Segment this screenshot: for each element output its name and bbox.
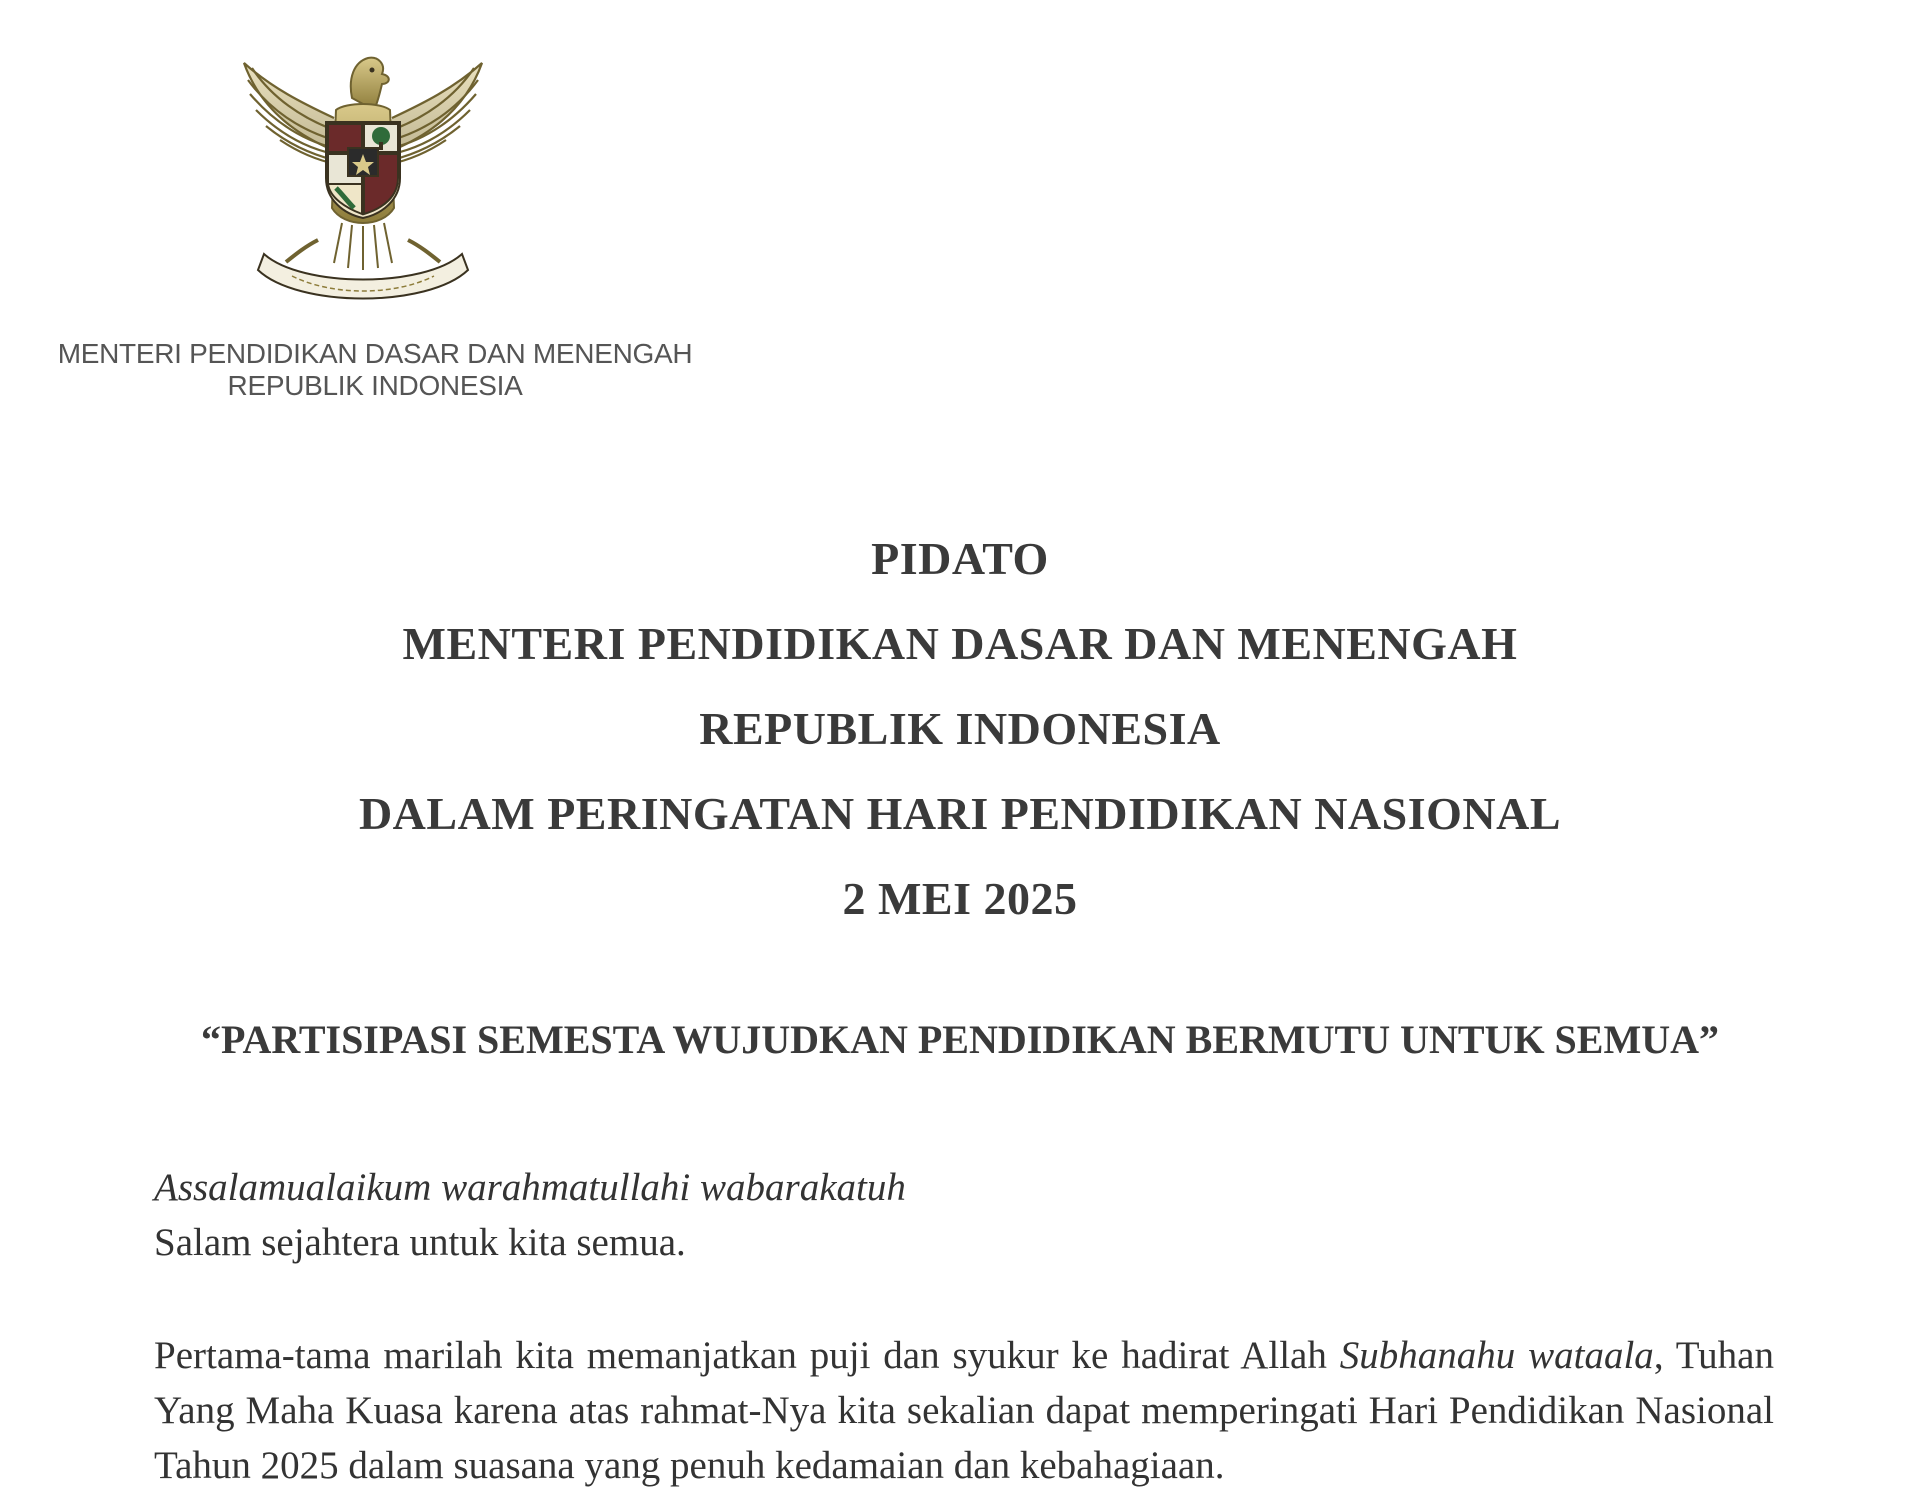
- letterhead-organization: [20, 338, 730, 402]
- opening-paragraph: [154, 1328, 1774, 1493]
- paragraph-text-start: Pertama-tama marilah kita memanjatkan puji dan syukur ke hadirat Allah: [154, 1334, 1340, 1377]
- letterhead-org-line-1: MENTERI PENDIDIKAN DASAR DAN MENENGAH: [57, 338, 693, 369]
- speech-theme: “PARTISIPASI SEMESTA WUJUDKAN PENDIDIKAN BERMUTU UNTUK SEMUA”: [200, 1017, 1720, 1062]
- title-line-occasion: DALAM PERINGATAN HARI PENDIDIKAN NASIONAL: [358, 788, 1562, 839]
- letterhead-org-line-2: REPUBLIK INDONESIA: [227, 370, 523, 401]
- title-line-date: 2 MEI 2025: [842, 873, 1078, 924]
- speech-title: [0, 516, 1920, 941]
- greeting-islamic: Assalamualaikum warahmatullahi wabarakatuh: [154, 1166, 906, 1209]
- title-line-pidato: PIDATO: [871, 533, 1049, 584]
- greeting-general: Salam sejahtera untuk kita semua.: [154, 1221, 686, 1264]
- paragraph-text-end: , Tuhan Yang Maha Kuasa karena atas rahmat-Nya kita sekalian dapat memperingati Hari Pendidikan Nasional Tahun 2025 dalam suasana yang penuh kedamaian dan kebahagiaan.: [154, 1334, 1774, 1487]
- garuda-emblem: [222, 18, 504, 318]
- greeting: [154, 1160, 1774, 1270]
- garuda-icon: [222, 18, 504, 318]
- title-line-country: REPUBLIK INDONESIA: [699, 703, 1221, 754]
- paragraph-italic-phrase: Subhanahu wataala: [1339, 1334, 1654, 1377]
- title-line-ministry: MENTERI PENDIDIKAN DASAR DAN MENENGAH: [402, 618, 1518, 669]
